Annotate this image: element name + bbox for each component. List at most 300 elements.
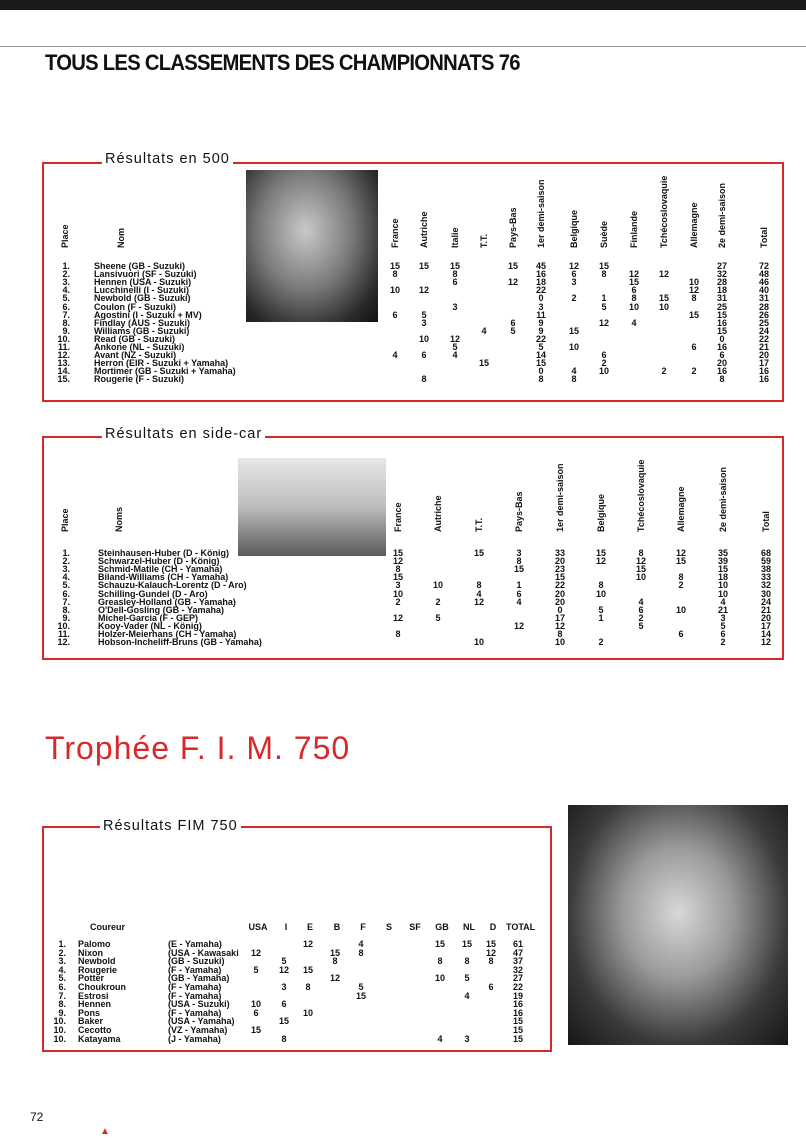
row-value: 15	[628, 277, 639, 288]
row-place: 13.	[57, 358, 70, 369]
row-value: 15	[512, 1025, 523, 1035]
row-team: (E - Yamaha)	[168, 939, 222, 949]
row-value: 15	[635, 564, 646, 575]
row-value: 8	[516, 556, 522, 567]
row-value: 12	[302, 939, 313, 949]
row-value: 8	[281, 1033, 287, 1044]
row-value: 15	[535, 358, 546, 369]
row-value: 5	[358, 982, 364, 992]
row-value: 4	[358, 939, 364, 949]
row-name: Choukroun	[78, 982, 126, 992]
row-value: 5	[510, 325, 516, 336]
row-value: 37	[512, 956, 523, 967]
row-name: Steinhausen-Huber (D - König)	[98, 548, 229, 558]
row-value: 23	[554, 564, 565, 575]
column-header: S	[385, 922, 392, 932]
row-value: 12	[688, 285, 699, 296]
row-value: 8	[305, 982, 311, 992]
row-value: 5	[638, 620, 644, 631]
row-value: 28	[716, 277, 727, 288]
row-value: 15	[598, 261, 609, 271]
row-value: 8	[358, 947, 364, 958]
row-value: 15	[688, 309, 699, 320]
row-value: 8	[421, 374, 427, 385]
column-header: D	[489, 922, 497, 932]
page-title: TOUS LES CLASSEMENTS DES CHAMPIONNATS 76	[45, 50, 520, 75]
row-name: Cecotto	[78, 1025, 112, 1035]
row-value: 20	[758, 350, 769, 361]
row-name: Schilling-Gundel (D - Aro)	[98, 588, 208, 599]
column-header: 1er demi-saison	[555, 463, 565, 532]
row-value: 10	[302, 1007, 313, 1018]
row-value: 15	[568, 325, 579, 336]
row-value: 10	[628, 301, 639, 312]
column-header: Autriche	[433, 495, 443, 532]
row-value: 15	[595, 548, 606, 558]
row-value: 19	[512, 990, 523, 1001]
row-value: 15	[434, 939, 445, 949]
row-value: 18	[716, 285, 727, 296]
row-name: Potter	[78, 973, 105, 984]
row-value: 20	[760, 612, 771, 623]
row-value: 3	[281, 982, 287, 992]
row-value: 21	[758, 342, 769, 352]
row-value: 32	[716, 269, 727, 280]
row-value: 4	[464, 990, 470, 1001]
row-place: 2.	[58, 947, 66, 958]
row-value: 16	[512, 999, 523, 1010]
row-value: 6	[601, 350, 607, 361]
row-value: 9	[538, 317, 544, 328]
row-value: 18	[535, 277, 546, 288]
row-place: 3.	[58, 956, 66, 967]
row-value: 5	[421, 309, 427, 320]
row-name: Lansivuori (SF - Suzuki)	[94, 269, 197, 280]
row-value: 12	[598, 317, 609, 328]
row-value: 6	[421, 350, 427, 361]
row-value: 0	[557, 604, 563, 615]
column-header: NL	[463, 922, 475, 932]
row-value: 2	[601, 358, 607, 369]
row-value: 10	[434, 973, 445, 984]
row-value: 5	[598, 604, 604, 615]
row-value: 6	[571, 269, 577, 280]
row-name: Sheene (GB - Suzuki)	[94, 261, 186, 271]
row-value: 28	[758, 301, 769, 312]
row-value: 2	[691, 366, 697, 377]
row-place: 3.	[62, 564, 70, 575]
row-value: 15	[473, 548, 484, 558]
row-value: 15	[512, 1016, 523, 1027]
row-value: 12	[473, 596, 484, 607]
row-value: 12	[554, 620, 565, 631]
row-value: 6	[678, 629, 684, 639]
row-value: 4	[481, 325, 487, 336]
row-value: 10	[717, 588, 728, 599]
row-name: Agostini (I - Suzuki + MV)	[94, 309, 202, 320]
row-place: 4.	[58, 964, 66, 975]
row-value: 12	[449, 333, 460, 344]
row-value: 20	[554, 588, 565, 599]
row-value: 72	[758, 261, 769, 271]
row-value: 15	[507, 261, 518, 271]
row-value: 6	[392, 309, 398, 320]
row-value: 4	[392, 350, 398, 361]
row-value: 6	[638, 604, 644, 615]
row-value: 8	[571, 374, 577, 385]
row-place: 6.	[62, 301, 70, 312]
rider-header: Coureur	[90, 922, 126, 932]
column-header: Belgique	[596, 493, 606, 532]
row-name: Schmid-Matile (CH - Yamaha)	[98, 564, 223, 575]
row-value: 4	[452, 350, 458, 361]
top-bar	[0, 0, 806, 10]
row-place: 12.	[57, 637, 70, 648]
row-value: 8	[678, 572, 684, 583]
row-value: 2	[395, 596, 401, 607]
row-value: 12	[418, 285, 429, 296]
row-value: 4	[571, 366, 577, 377]
row-team: (GB - Yamaha)	[168, 973, 230, 984]
column-header: B	[333, 922, 341, 932]
row-place: 7.	[62, 309, 70, 320]
row-value: 3	[421, 317, 427, 328]
row-value: 8	[538, 374, 544, 385]
row-value: 35	[717, 548, 728, 558]
row-value: 24	[760, 596, 771, 607]
row-value: 3	[464, 1033, 470, 1044]
row-value: 6	[631, 285, 637, 296]
row-value: 45	[535, 261, 546, 271]
row-place: 1.	[62, 261, 70, 271]
row-name: Michel-Garcia (F - GEP)	[98, 612, 199, 623]
row-value: 15	[418, 261, 429, 271]
row-value: 2	[720, 637, 726, 648]
row-name: Williams (GB - Suzuki)	[94, 325, 190, 336]
row-value: 15	[392, 572, 403, 583]
row-value: 8	[691, 293, 697, 304]
column-header: Suède	[599, 220, 609, 248]
column-header: F	[360, 922, 366, 932]
row-value: 1	[516, 580, 522, 591]
row-value: 8	[392, 269, 398, 280]
row-value: 9	[538, 325, 544, 336]
row-value: 27	[716, 261, 727, 271]
row-value: 15	[329, 947, 340, 958]
row-place: 5.	[62, 293, 70, 304]
row-value: 11	[536, 309, 546, 320]
row-value: 3	[538, 301, 544, 312]
row-value: 12	[392, 612, 403, 623]
row-value: 6	[488, 982, 494, 992]
row-value: 3	[571, 277, 577, 288]
column-header: Tchécoslovaquie	[636, 459, 646, 532]
rider-photo-750	[568, 805, 788, 1045]
row-value: 16	[535, 269, 546, 280]
row-place: 9.	[62, 325, 70, 336]
row-place: 8.	[58, 999, 66, 1010]
row-value: 39	[717, 556, 728, 567]
sidecar-photo	[238, 458, 386, 556]
row-name: Coulon (F - Suzuki)	[94, 301, 176, 312]
results-sidecar-title: Résultats en side-car	[102, 426, 265, 442]
row-value: 10	[568, 342, 579, 352]
row-value: 3	[395, 580, 401, 591]
row-value: 2	[435, 596, 441, 607]
row-value: 10	[554, 637, 565, 648]
row-value: 48	[758, 269, 769, 280]
row-place: 11.	[57, 629, 70, 639]
row-value: 4	[631, 317, 637, 328]
row-name: Palomo	[78, 939, 111, 949]
row-value: 6	[281, 999, 287, 1010]
row-place: 15.	[57, 374, 70, 385]
row-value: 5	[464, 973, 470, 984]
row-value: 12	[658, 269, 669, 280]
print-mark: ▲	[100, 1126, 110, 1137]
row-value: 6	[720, 629, 726, 639]
row-name: Greasley-Holland (GB - Yamaha)	[98, 596, 236, 607]
column-header: Finlande	[629, 210, 639, 248]
row-value: 15	[389, 261, 400, 271]
row-value: 4	[638, 596, 644, 607]
name-header: Noms	[114, 506, 124, 532]
row-value: 12	[507, 277, 518, 288]
row-name: Newbold (GB - Suzuki)	[94, 293, 191, 304]
column-header: France	[390, 218, 400, 248]
row-value: 12	[250, 947, 261, 958]
column-header: Total	[761, 511, 771, 532]
row-value: 2	[638, 612, 644, 623]
row-name: Rougerie	[78, 964, 118, 975]
row-value: 12	[278, 964, 289, 975]
row-name: Hobson-Incheliff-Bruns (GB - Yamaha)	[98, 637, 262, 648]
row-place: 10.	[53, 1033, 66, 1044]
results-750-title: Résultats FIM 750	[100, 818, 241, 834]
column-header: France	[393, 502, 403, 532]
column-header: Pays-Bas	[508, 207, 518, 248]
row-place: 8.	[62, 317, 70, 328]
row-value: 8	[476, 580, 482, 591]
column-header: TOTAL	[506, 922, 536, 932]
row-place: 10.	[53, 1016, 66, 1027]
row-value: 5	[452, 342, 458, 352]
row-value: 4	[516, 596, 522, 607]
column-header: Pays-Bas	[514, 491, 524, 532]
row-value: 10	[392, 588, 403, 599]
row-team: (F - Yamaha)	[168, 1007, 222, 1018]
row-value: 8	[598, 580, 604, 591]
row-name: O'Dell-Gosling (GB - Yamaha)	[98, 604, 224, 615]
row-value: 18	[717, 572, 728, 583]
row-name: Lucchinelli (I - Suzuki)	[94, 285, 190, 296]
row-value: 20	[554, 596, 565, 607]
column-header: 2e demi-saison	[718, 466, 728, 532]
row-place: 10.	[57, 620, 70, 631]
row-value: 3	[516, 548, 522, 558]
row-value: 15	[278, 1016, 289, 1027]
row-value: 14	[535, 350, 546, 361]
column-header: 1er demi-saison	[536, 179, 546, 248]
row-value: 22	[758, 333, 769, 344]
row-value: 12	[568, 261, 579, 271]
row-value: 12	[595, 556, 606, 567]
row-value: 1	[598, 612, 604, 623]
row-value: 6	[253, 1007, 259, 1018]
row-value: 10	[635, 572, 646, 583]
row-value: 31	[758, 293, 769, 304]
row-name: Newbold	[78, 956, 116, 967]
row-team: (VZ - Yamaha)	[168, 1025, 228, 1035]
column-header: I	[284, 922, 288, 932]
row-value: 16	[758, 366, 769, 377]
row-value: 22	[512, 982, 523, 992]
row-value: 15	[392, 548, 403, 558]
row-value: 20	[716, 358, 727, 369]
row-value: 21	[760, 604, 771, 615]
row-value: 8	[464, 956, 470, 967]
row-value: 4	[476, 588, 482, 599]
row-place: 7.	[58, 990, 66, 1001]
row-value: 22	[535, 333, 546, 344]
row-value: 12	[628, 269, 639, 280]
row-place: 9.	[58, 1007, 66, 1018]
place-header: Place	[60, 508, 70, 532]
row-team: (J - Yamaha)	[168, 1033, 221, 1044]
row-place: 10.	[57, 333, 70, 344]
row-team: (USA - Kawasaki	[168, 947, 239, 958]
row-place: 6.	[62, 588, 70, 599]
row-place: 1.	[58, 939, 66, 949]
row-value: 16	[512, 1007, 523, 1018]
row-value: 10	[675, 604, 686, 615]
row-value: 5	[435, 612, 441, 623]
row-value: 15	[717, 564, 728, 575]
row-value: 22	[535, 285, 546, 296]
row-value: 21	[717, 604, 728, 615]
column-header: T.T.	[474, 517, 484, 532]
row-value: 16	[758, 374, 769, 385]
page-number: 72	[30, 1110, 44, 1124]
row-value: 10	[658, 301, 669, 312]
row-value: 1	[601, 293, 607, 304]
row-name: Rougerie (F - Suzuki)	[94, 374, 184, 385]
row-team: (USA - Suzuki)	[168, 999, 230, 1010]
name-header: Nom	[116, 228, 126, 248]
row-value: 6	[719, 350, 725, 361]
row-place: 4.	[62, 285, 70, 296]
row-place: 12.	[57, 350, 70, 361]
row-value: 6	[516, 588, 522, 599]
row-value: 12	[675, 548, 686, 558]
row-value: 5	[601, 301, 607, 312]
row-value: 2	[598, 637, 604, 648]
row-value: 2	[678, 580, 684, 591]
row-value: 15	[449, 261, 460, 271]
row-value: 47	[512, 947, 523, 958]
row-place: 1.	[62, 548, 70, 558]
row-value: 31	[716, 293, 727, 304]
row-value: 10	[473, 637, 484, 648]
row-value: 3	[720, 612, 726, 623]
row-name: Katayama	[78, 1033, 121, 1044]
place-header: Place	[60, 224, 70, 248]
trophy-title: Trophée F. I. M. 750	[45, 730, 351, 766]
row-value: 15	[478, 358, 489, 369]
row-place: 2.	[62, 556, 70, 567]
row-value: 8	[601, 269, 607, 280]
row-value: 10	[595, 588, 606, 599]
row-value: 15	[485, 939, 496, 949]
row-value: 12	[760, 637, 771, 648]
column-header: Total	[759, 227, 769, 248]
row-place: 9.	[62, 612, 70, 623]
row-value: 8	[395, 564, 401, 575]
column-header: E	[306, 922, 313, 932]
row-place: 10.	[53, 1025, 66, 1035]
row-name: Ankone (NL - Suzuki)	[94, 342, 185, 352]
row-value: 46	[758, 277, 769, 288]
row-value: 16	[716, 317, 727, 328]
rider-photo-sheene	[246, 170, 378, 322]
row-value: 10	[418, 333, 429, 344]
row-value: 16	[716, 366, 727, 377]
row-name: Herron (EIR - Suzuki + Yamaha)	[94, 358, 229, 369]
row-value: 10	[250, 999, 261, 1010]
row-value: 12	[513, 620, 524, 631]
row-value: 15	[554, 572, 565, 583]
row-value: 5	[281, 956, 287, 967]
row-value: 17	[760, 620, 771, 631]
row-value: 17	[554, 612, 565, 623]
row-value: 33	[554, 548, 565, 558]
row-value: 59	[760, 556, 771, 567]
row-value: 26	[758, 309, 769, 320]
row-value: 8	[437, 956, 443, 967]
row-place: 8.	[62, 604, 70, 615]
row-place: 7.	[62, 596, 70, 607]
row-value: 12	[485, 947, 496, 958]
row-value: 61	[512, 939, 523, 949]
row-name: Pons	[78, 1007, 101, 1018]
column-header: Tchécoslovaquie	[659, 175, 669, 248]
row-place: 3.	[62, 277, 70, 288]
row-place: 6.	[58, 982, 66, 992]
column-header: 2e demi-saison	[717, 182, 727, 248]
row-value: 22	[554, 580, 565, 591]
row-value: 15	[716, 309, 727, 320]
row-name: Mortimer (GB - Suzuki + Yamaha)	[94, 366, 236, 377]
row-value: 12	[329, 973, 340, 984]
title-rule	[0, 46, 806, 47]
column-header: Italie	[450, 227, 460, 248]
column-header: SF	[409, 922, 421, 932]
column-header: GB	[435, 922, 449, 932]
row-place: 11.	[57, 342, 70, 352]
row-name: Kooy-Vader (NL - König)	[98, 620, 202, 631]
row-name: Biland-Williams (CH - Yamaha)	[98, 572, 229, 583]
row-value: 5	[720, 620, 726, 631]
row-value: 0	[538, 366, 544, 377]
row-value: 6	[452, 277, 458, 288]
row-name: Schauzu-Kalauch-Lorentz (D - Aro)	[98, 580, 247, 591]
row-team: (F - Yamaha)	[168, 964, 222, 975]
column-header: Belgique	[569, 209, 579, 248]
row-place: 4.	[62, 572, 70, 583]
row-name: Nixon	[78, 947, 104, 958]
row-value: 15	[302, 964, 313, 975]
row-value: 8	[452, 269, 458, 280]
